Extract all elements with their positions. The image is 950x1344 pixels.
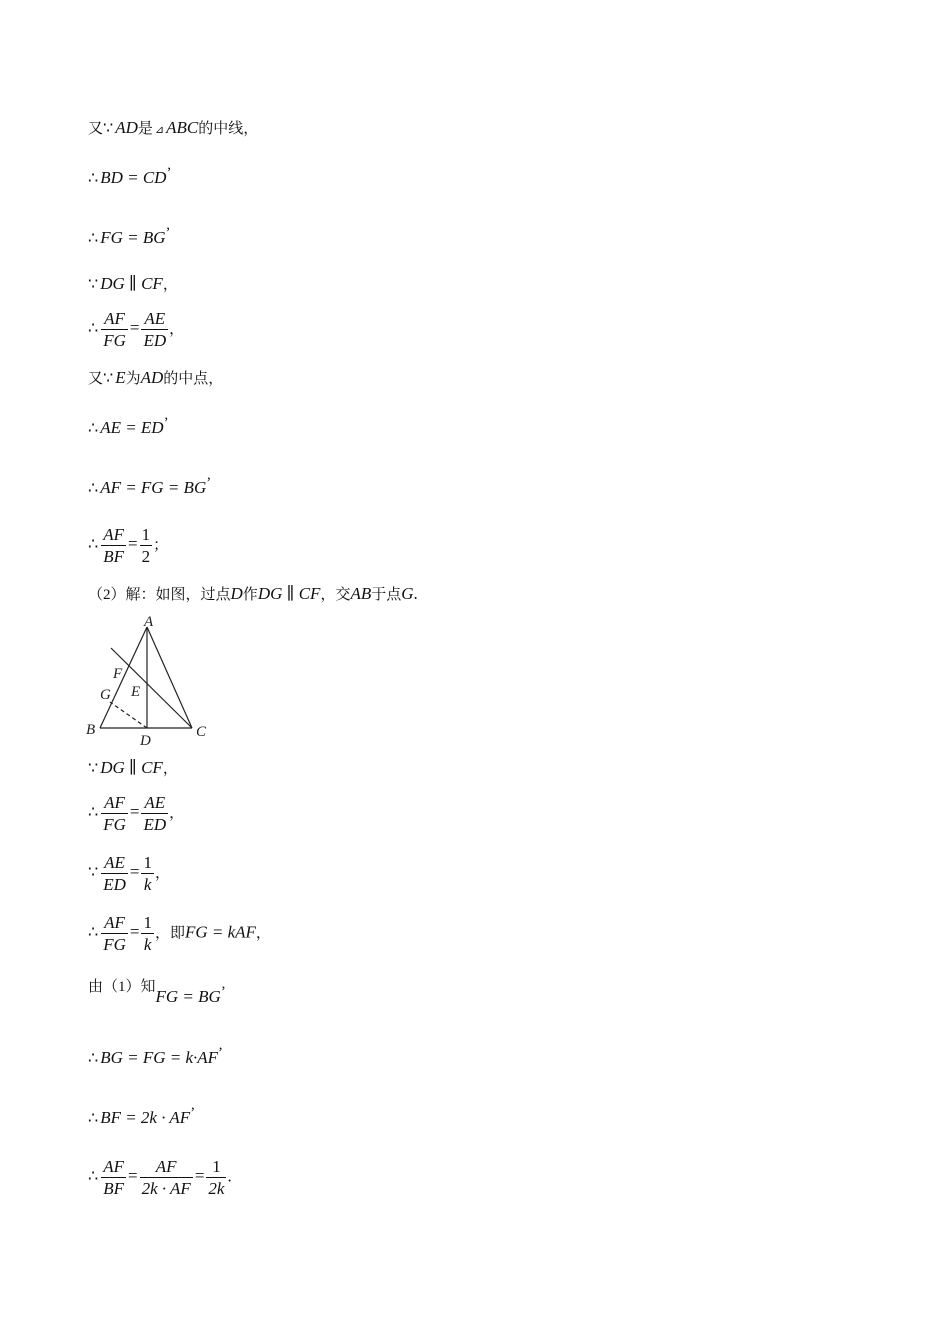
fraction: $\frac{1}{k}$ [143, 853, 152, 894]
therefore-symbol: ∴ [88, 170, 99, 187]
fraction: $\frac{1}{2k}$ [208, 1157, 225, 1198]
segment-ac [147, 627, 192, 728]
segment-dg-dashed [110, 702, 147, 728]
fraction: $\frac{1}{2}$ [141, 525, 151, 566]
therefore-symbol: ∴ [88, 320, 99, 338]
line-midpoint: 又∵ E为AD的中点， [88, 368, 224, 387]
line-bd-cd: ∴ BD = CD’ [88, 165, 172, 187]
line-ratio-ae-ed: ∵ $\frac{AE}{ED}$ = $\frac{1}{k}$ ， [88, 853, 170, 894]
fraction: $\frac{AE}{ED}$ [143, 309, 167, 350]
label-e: E [131, 684, 141, 700]
line-fg-bg: ∴ FG = BG’ [88, 225, 171, 247]
label-f: F [113, 666, 123, 682]
fraction: $\frac{AE}{ED}$ [103, 853, 126, 894]
because-symbol: ∵ [88, 276, 99, 293]
line-ae-ed: ∴ AE = ED’ [88, 415, 169, 437]
fraction: $\frac{AF}{BF}$ [103, 525, 124, 566]
therefore-symbol: ∴ [88, 536, 99, 554]
fraction: $\frac{AF}{FG}$ [103, 309, 126, 350]
therefore-symbol: ∴ [88, 230, 99, 247]
line-dg-parallel-cf-2: ∵ DG ∥ CF， [88, 758, 178, 777]
line-af-fg-bg: ∴ AF = FG = BG’ [88, 475, 212, 497]
label-a: A [144, 614, 154, 630]
therefore-symbol: ∴ [88, 1168, 99, 1186]
line-fg-kaf: ∴ $\frac{AF}{FG}$ = $\frac{1}{k}$ ，即FG = kAF， [88, 913, 271, 954]
line-part2-intro: （2）解：如图，过点D作DG ∥ CF，交AB于点G. [88, 584, 418, 603]
triangle-symbol: ⊿ [154, 124, 165, 136]
therefore-symbol: ∴ [88, 924, 99, 942]
fraction: $\frac{AF}{FG}$ [103, 793, 126, 834]
line-bf-2kaf: ∴ BF = 2k · AF’ [88, 1105, 196, 1127]
triangle-figure [84, 612, 220, 748]
because-symbol: ∵ [88, 760, 99, 777]
therefore-symbol: ∴ [88, 1110, 99, 1127]
line-ratio-af-bf: ∴ $\frac{AF}{BF}$ = $\frac{1}{2}$ ； [88, 525, 169, 566]
line-from-part1: 由（1）知FG = BG’ [88, 979, 226, 1006]
fraction: $\frac{1}{k}$ [143, 913, 152, 954]
segment-ab [100, 627, 147, 728]
therefore-symbol: ∴ [88, 480, 99, 497]
fraction: $\frac{AF}{2k \cdot AF}$ [141, 1157, 191, 1198]
line-ratio-af-fg: ∴ $\frac{AF}{FG}$ = $\frac{AE}{ED}$ ， [88, 309, 185, 350]
therefore-symbol: ∴ [88, 1050, 99, 1067]
label-c: C [196, 724, 207, 740]
fraction: $\frac{AE}{ED}$ [143, 793, 167, 834]
because-symbol: ∵ [103, 120, 114, 137]
line-dg-parallel-cf: ∵ DG ∥ CF， [88, 274, 178, 293]
therefore-symbol: ∴ [88, 804, 99, 822]
line-bg-fg-kaf: ∴ BG = FG = k·AF’ [88, 1045, 224, 1067]
because-symbol: ∵ [103, 370, 114, 387]
label-d: D [140, 733, 151, 748]
label-b: B [86, 722, 96, 738]
because-symbol: ∵ [88, 864, 99, 882]
line-median: 又∵ AD是 ⊿ ABC的中线， [88, 118, 259, 137]
line-final-ratio: ∴ $\frac{AF}{BF}$ = $\frac{AF}{2k \cdot AF}$ = $\frac{1}{2k}$ . [88, 1157, 232, 1198]
fraction: $\frac{AF}{BF}$ [103, 1157, 124, 1198]
label-g: G [100, 687, 111, 703]
line-ratio-af-fg-2: ∴ $\frac{AF}{FG}$ = $\frac{AE}{ED}$ ， [88, 793, 185, 834]
segment-cf-extended [111, 648, 192, 728]
therefore-symbol: ∴ [88, 420, 99, 437]
fraction: $\frac{AF}{FG}$ [103, 913, 126, 954]
